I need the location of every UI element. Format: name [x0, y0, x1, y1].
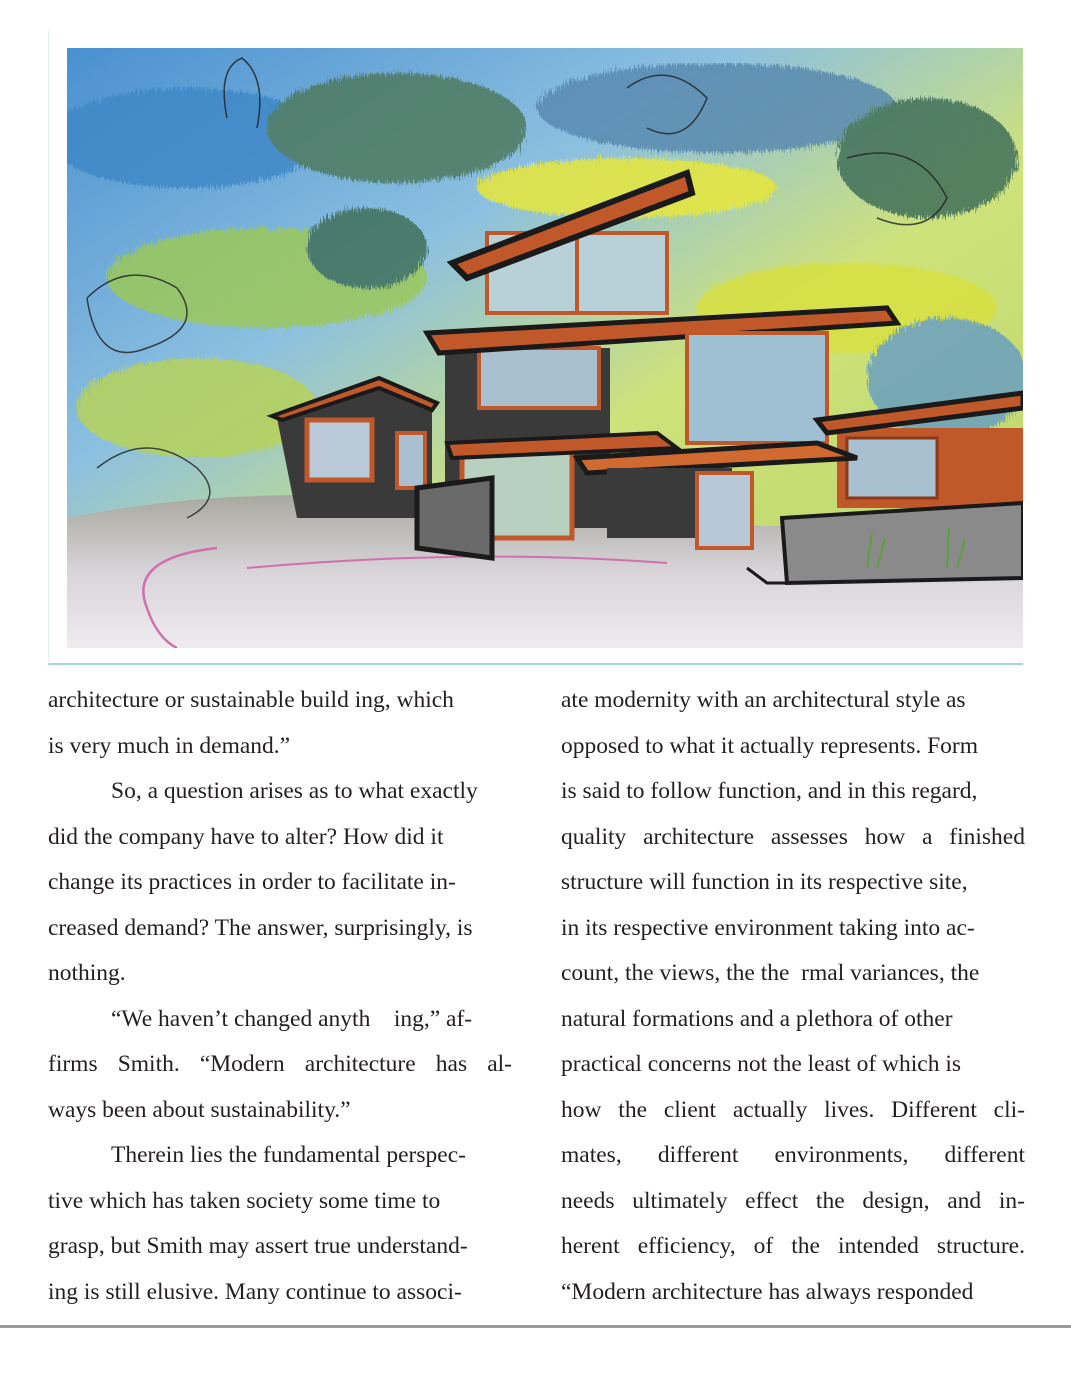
text-line: opposed to what it actually represents. Form [561, 732, 979, 759]
text-line: is said to follow function, and in this regard, [561, 778, 978, 804]
text-line: ing is still elusive. Many continue to associ- [48, 1278, 462, 1305]
text-line: is very much in demand.” [48, 732, 291, 759]
text-line: structure will function in its respective site, [561, 869, 968, 895]
foliage-blob [267, 73, 527, 183]
paragraph-start-line: Therein lies the fundamental perspec- [111, 1142, 466, 1168]
text-line: mates, different environments, different [561, 1142, 1025, 1168]
text-line: in its respective environment taking into ac- [561, 914, 975, 941]
text-line: practical concerns not the least of which is [561, 1051, 962, 1077]
text-line: ways been about sustainability.” [48, 1096, 351, 1123]
text-line: creased demand? The answer, surprisingly, is [48, 914, 473, 941]
house-sketch-illustration [67, 48, 1023, 648]
article-column-right [561, 678, 1025, 1315]
foliage-blob [837, 98, 1017, 218]
text-line: grasp, but Smith may assert true understand- [48, 1233, 468, 1259]
page-bottom-rule [0, 1325, 1071, 1328]
text-line: herent efficiency, of the intended structure. [561, 1233, 1025, 1259]
foliage-blob [77, 358, 317, 458]
paragraph-start-line: “We haven’t changed anyth ing,” af- [111, 1005, 473, 1032]
text-line: “Modern architecture has always responded [561, 1278, 974, 1305]
house-sketch-image [67, 48, 1023, 648]
paragraph-start-line: So, a question arises as to what exactly [111, 778, 478, 804]
text-line: ate modernity with an architectural style as [561, 687, 966, 713]
text-line: how the client actually lives. Different cli- [561, 1096, 1025, 1123]
text-line: architecture or sustainable build ing, which [48, 687, 454, 713]
text-line: did the company have to alter? How did it [48, 823, 444, 850]
article-column-left [48, 678, 512, 1315]
text-line: count, the views, the the rmal variances, the [561, 960, 980, 986]
text-line: firms Smith. “Modern architecture has al- [48, 1051, 512, 1077]
text-line: needs ultimately effect the design, and in- [561, 1187, 1025, 1214]
text-line: natural formations and a plethora of other [561, 1005, 953, 1032]
text-line: tive which has taken society some time to [48, 1187, 441, 1214]
foliage-blob [307, 208, 427, 288]
text-line: nothing. [48, 960, 126, 986]
text-line: quality architecture assesses how a finished [561, 823, 1025, 850]
text-line: change its practices in order to facilitate in- [48, 869, 456, 895]
